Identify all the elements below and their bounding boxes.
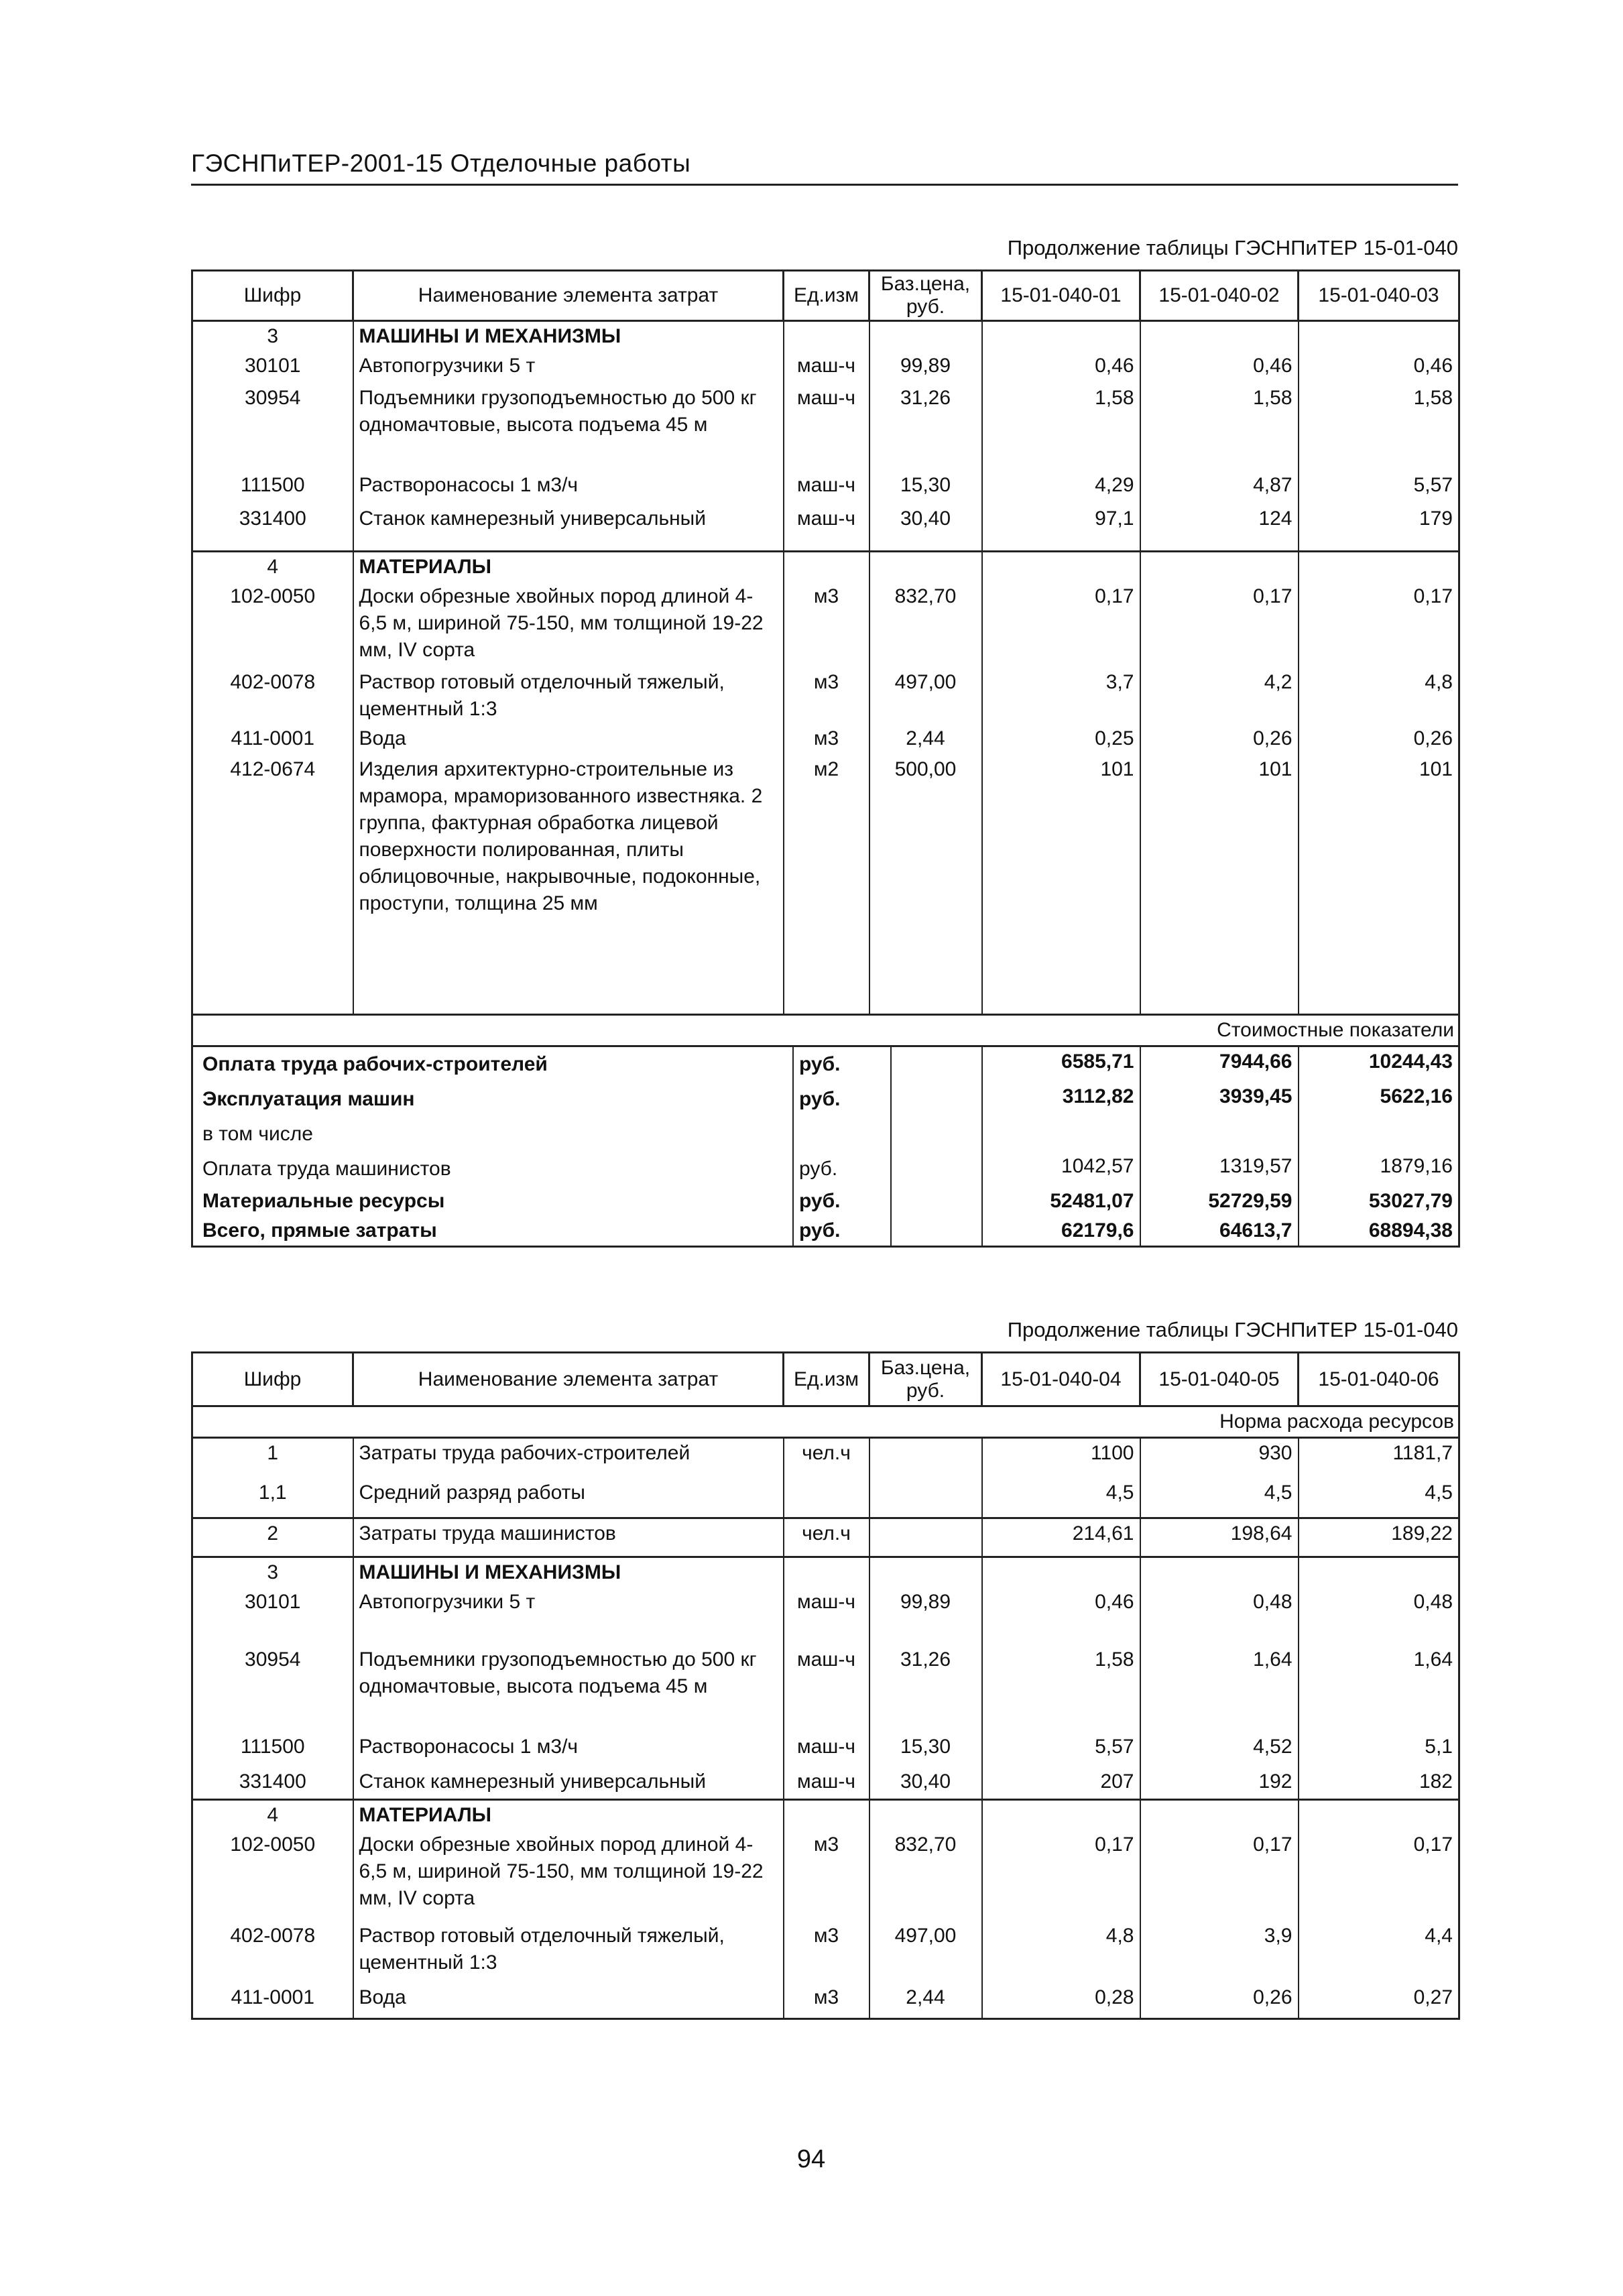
table-row xyxy=(192,1438,1459,1478)
cell-name: Подъемники грузоподъемностью до 500 кг одномачтовые, высота подъема 45 м xyxy=(353,1645,784,1732)
cell-unit: маш-ч xyxy=(784,1587,869,1645)
cell-v2: 192 xyxy=(1140,1767,1299,1799)
table-row xyxy=(192,1830,1459,1921)
table-row xyxy=(192,321,1459,352)
cell-v2: 4,52 xyxy=(1140,1732,1299,1767)
col-header-code: Шифр xyxy=(192,271,353,321)
cell-v2: 0,26 xyxy=(1140,1983,1299,2019)
cell-v1: 97,1 xyxy=(982,504,1140,551)
cell-v1 xyxy=(982,1799,1140,1830)
table-row xyxy=(192,1518,1459,1557)
table2 xyxy=(191,1351,1460,2020)
col-header-code: Шифр xyxy=(192,1353,353,1406)
cell-v3: 53027,79 xyxy=(1299,1187,1459,1216)
cell-unit: м3 xyxy=(784,582,869,668)
cell-name: Оплата труда рабочих-строителей xyxy=(202,1053,548,1075)
cell-v3: 4,8 xyxy=(1299,668,1459,724)
cell-name: Раствор готовый отделочный тяжелый, цементный 1:3 xyxy=(353,1921,784,1983)
cell-unit: руб. xyxy=(792,1216,890,1246)
cell-name: Изделия архитектурно-строительные из мрамора, мраморизованного известняка. 2 группа, фактурная обработка лицевой поверхности полированная, плиты облицовочные, накрывочные, подоконные, проступи, толщина 25 мм xyxy=(353,755,784,1015)
cell-v3: 5,57 xyxy=(1299,471,1459,504)
table1-caption: Продолжение таблицы ГЭСНПиТЕР 15-01-040 xyxy=(1007,236,1458,259)
cell-unit: м2 xyxy=(784,755,869,1015)
cell-v1: 1,58 xyxy=(982,1645,1140,1732)
cell-v2 xyxy=(1140,1117,1299,1152)
cell-v2: 1319,57 xyxy=(1140,1152,1299,1187)
cell-v3 xyxy=(1299,321,1459,352)
cell-name: МАТЕРИАЛЫ xyxy=(353,551,784,582)
cell-v2 xyxy=(1140,1557,1299,1588)
cell-unit: м3 xyxy=(784,724,869,755)
cell-unit: руб. xyxy=(792,1047,890,1082)
cell-name: Подъемники грузоподъемностью до 500 кг одномачтовые, высота подъема 45 м xyxy=(353,383,784,471)
cell-price: 497,00 xyxy=(869,1921,982,1983)
cell-name: Станок камнерезный универсальный xyxy=(353,1767,784,1799)
col-header-5: 15-01-040-05 xyxy=(1140,1353,1299,1406)
table-row xyxy=(192,724,1459,755)
cell-price: 15,30 xyxy=(869,1732,982,1767)
cell-v1: 4,5 xyxy=(982,1478,1140,1518)
cell-price: 31,26 xyxy=(869,1645,982,1732)
table-row xyxy=(192,383,1459,471)
cell-v1: 3112,82 xyxy=(982,1082,1140,1117)
cell-v3: 5,1 xyxy=(1299,1732,1459,1767)
cell-v3 xyxy=(1299,1557,1459,1588)
table-row xyxy=(192,1557,1459,1588)
cost-indicators-band xyxy=(192,1015,1459,1046)
cell-price: 500,00 xyxy=(869,755,982,1015)
cell-name: Вода xyxy=(353,724,784,755)
cell-unit xyxy=(784,321,869,352)
cell-v3: 1879,16 xyxy=(1299,1152,1459,1187)
cell-v3: 1181,7 xyxy=(1299,1438,1459,1478)
cell-v1: 52481,07 xyxy=(982,1187,1140,1216)
cell-band_label: Стоимостные показатели xyxy=(192,1015,1459,1046)
page-number: 94 xyxy=(796,2145,826,2173)
table-row xyxy=(192,1645,1459,1732)
cell-v2: 52729,59 xyxy=(1140,1187,1299,1216)
cell-v2: 0,46 xyxy=(1140,351,1299,383)
cell-name: Раствор готовый отделочный тяжелый, цементный 1:3 xyxy=(353,668,784,724)
table-row xyxy=(192,1921,1459,1983)
cell-unit: маш-ч xyxy=(784,504,869,551)
cell-v1: 0,46 xyxy=(982,1587,1140,1645)
summary-row xyxy=(192,1152,1459,1187)
cell-code: 102-0050 xyxy=(192,582,353,668)
table-row xyxy=(192,582,1459,668)
cell-v1: 0,46 xyxy=(982,351,1140,383)
cell-code: 111500 xyxy=(192,1732,353,1767)
cell-price: 497,00 xyxy=(869,668,982,724)
table-row xyxy=(192,1799,1459,1830)
cell-v3: 182 xyxy=(1299,1767,1459,1799)
cell-price xyxy=(869,551,982,582)
cell-v3: 179 xyxy=(1299,504,1459,551)
cell-v1: 207 xyxy=(982,1767,1140,1799)
cell-name: Затраты труда рабочих-строителей xyxy=(353,1438,784,1478)
cell-unit: руб. xyxy=(792,1152,890,1187)
cell-price xyxy=(869,1799,982,1830)
cell-code: 331400 xyxy=(192,504,353,551)
cell-v2: 1,58 xyxy=(1140,383,1299,471)
cell-name: Материальные ресурсы xyxy=(202,1190,445,1212)
cell-v2: 0,17 xyxy=(1140,582,1299,668)
cell-code: 3 xyxy=(192,1557,353,1588)
cell-price: 30,40 xyxy=(869,1767,982,1799)
cell-price: 30,40 xyxy=(869,504,982,551)
cell-v1: 1100 xyxy=(982,1438,1140,1478)
col-header-2: 15-01-040-02 xyxy=(1140,271,1299,321)
cell-v2 xyxy=(1140,321,1299,352)
table-row xyxy=(192,668,1459,724)
cell-v3: 0,27 xyxy=(1299,1983,1459,2019)
resource-norms-band xyxy=(192,1406,1459,1438)
cell-code: 2 xyxy=(192,1518,353,1557)
table-row xyxy=(192,351,1459,383)
cell-v1: 1042,57 xyxy=(982,1152,1140,1187)
cell-unit: м3 xyxy=(784,1983,869,2019)
cell-v3: 5622,16 xyxy=(1299,1082,1459,1117)
cell-v1: 0,28 xyxy=(982,1983,1140,2019)
cell-unit xyxy=(792,1117,890,1152)
cell-unit: маш-ч xyxy=(784,1767,869,1799)
cell-v1: 0,17 xyxy=(982,582,1140,668)
cell-unit: м3 xyxy=(784,1921,869,1983)
cell-name: МАШИНЫ И МЕХАНИЗМЫ xyxy=(353,1557,784,1588)
cell-name: Растворонасосы 1 м3/ч xyxy=(353,1732,784,1767)
cell-name: Вода xyxy=(353,1983,784,2019)
cell-code: 30101 xyxy=(192,351,353,383)
cell-price: 15,30 xyxy=(869,471,982,504)
cell-code: 412-0674 xyxy=(192,755,353,1015)
cell-code: 411-0001 xyxy=(192,724,353,755)
page-header: ГЭСНПиТЕР-2001-15 Отделочные работы xyxy=(191,149,1458,186)
cell-v3: 0,26 xyxy=(1299,724,1459,755)
cell-v2: 930 xyxy=(1140,1438,1299,1478)
cell-name: МАШИНЫ И МЕХАНИЗМЫ xyxy=(353,321,784,352)
cell-v3: 4,4 xyxy=(1299,1921,1459,1983)
cell-v2: 0,17 xyxy=(1140,1830,1299,1921)
cell-code: 3 xyxy=(192,321,353,352)
cell-price: 2,44 xyxy=(869,1983,982,2019)
cell-unit: руб. xyxy=(792,1082,890,1117)
cell-code: 1,1 xyxy=(192,1478,353,1518)
cell-v2: 1,64 xyxy=(1140,1645,1299,1732)
cell-unit xyxy=(784,1478,869,1518)
cell-code: 111500 xyxy=(192,471,353,504)
cell-code: 4 xyxy=(192,551,353,582)
cell-price: 99,89 xyxy=(869,1587,982,1645)
cell-v3 xyxy=(1299,551,1459,582)
summary-row xyxy=(192,1046,1459,1083)
cell-unit xyxy=(784,1557,869,1588)
cell-v2: 198,64 xyxy=(1140,1518,1299,1557)
summary-row xyxy=(192,1187,1459,1216)
cell-v2: 3,9 xyxy=(1140,1921,1299,1983)
summary-row xyxy=(192,1117,1459,1152)
table-row xyxy=(192,1732,1459,1767)
cell-v1 xyxy=(982,1117,1140,1152)
cell-v3: 0,17 xyxy=(1299,1830,1459,1921)
cell-code: 402-0078 xyxy=(192,1921,353,1983)
table-row xyxy=(192,1478,1459,1518)
cell-v1: 4,29 xyxy=(982,471,1140,504)
col-header-unit: Ед.изм xyxy=(784,1353,869,1406)
col-header-unit: Ед.изм xyxy=(784,271,869,321)
cell-v3: 1,58 xyxy=(1299,383,1459,471)
table-row xyxy=(192,755,1459,1015)
cell-v1: 0,25 xyxy=(982,724,1140,755)
cell-v2: 0,48 xyxy=(1140,1587,1299,1645)
cell-v1: 0,17 xyxy=(982,1830,1140,1921)
cell-v2: 64613,7 xyxy=(1140,1216,1299,1247)
cell-code: 402-0078 xyxy=(192,668,353,724)
cell-v2: 7944,66 xyxy=(1140,1046,1299,1083)
table-row xyxy=(192,1983,1459,2019)
cell-name: Затраты труда машинистов xyxy=(353,1518,784,1557)
cell-unit: маш-ч xyxy=(784,471,869,504)
cell-v3: 101 xyxy=(1299,755,1459,1015)
cell-v2: 4,5 xyxy=(1140,1478,1299,1518)
cell-name: Средний разряд работы xyxy=(353,1478,784,1518)
cell-name: Автопогрузчики 5 т xyxy=(353,1587,784,1645)
summary-row xyxy=(192,1082,1459,1117)
cell-v1: 6585,71 xyxy=(982,1046,1140,1083)
cell-v3 xyxy=(1299,1799,1459,1830)
cell-unit: маш-ч xyxy=(784,383,869,471)
cell-code: 331400 xyxy=(192,1767,353,1799)
cell-price: 2,44 xyxy=(869,724,982,755)
cell-v3: 0,46 xyxy=(1299,351,1459,383)
cell-code: 411-0001 xyxy=(192,1983,353,2019)
cell-code: 30101 xyxy=(192,1587,353,1645)
cell-price xyxy=(869,1478,982,1518)
col-header-name: Наименование элемента затрат xyxy=(353,1353,784,1406)
table2-header-row xyxy=(192,1353,1459,1406)
cell-v1: 62179,6 xyxy=(982,1216,1140,1247)
table2-caption: Продолжение таблицы ГЭСНПиТЕР 15-01-040 xyxy=(1007,1318,1458,1341)
cell-v2 xyxy=(1140,1799,1299,1830)
cell-unit: маш-ч xyxy=(784,351,869,383)
cell-v3: 10244,43 xyxy=(1299,1046,1459,1083)
cell-code: 4 xyxy=(192,1799,353,1830)
cell-price xyxy=(869,1518,982,1557)
col-header-6: 15-01-040-06 xyxy=(1299,1353,1459,1406)
cell-unit: чел.ч xyxy=(784,1438,869,1478)
col-header-name: Наименование элемента затрат xyxy=(353,271,784,321)
cell-v3 xyxy=(1299,1117,1459,1152)
cell-v3: 4,5 xyxy=(1299,1478,1459,1518)
summary-row xyxy=(192,1216,1459,1247)
cell-v3: 189,22 xyxy=(1299,1518,1459,1557)
cell-name: Станок камнерезный универсальный xyxy=(353,504,784,551)
cell-price xyxy=(869,1557,982,1588)
cell-v3: 68894,38 xyxy=(1299,1216,1459,1247)
table-row xyxy=(192,504,1459,551)
col-header-1: 15-01-040-01 xyxy=(982,271,1140,321)
cell-v1: 214,61 xyxy=(982,1518,1140,1557)
cell-v2: 101 xyxy=(1140,755,1299,1015)
cell-unit: маш-ч xyxy=(784,1645,869,1732)
cell-v2: 124 xyxy=(1140,504,1299,551)
table-row xyxy=(192,1767,1459,1799)
col-header-price: Баз.цена, руб. xyxy=(869,1353,982,1406)
cell-v1 xyxy=(982,321,1140,352)
cell-v3: 0,48 xyxy=(1299,1587,1459,1645)
cell-price: 832,70 xyxy=(869,1830,982,1921)
cell-name: в том числе xyxy=(202,1123,313,1145)
cell-unit: м3 xyxy=(784,1830,869,1921)
cell-v2 xyxy=(1140,551,1299,582)
table-row xyxy=(192,551,1459,582)
cell-v1: 1,58 xyxy=(982,383,1140,471)
cell-v1 xyxy=(982,551,1140,582)
cell-name: Эксплуатация машин xyxy=(202,1088,415,1110)
table-row xyxy=(192,1587,1459,1645)
cell-code: 30954 xyxy=(192,383,353,471)
cell-code: 102-0050 xyxy=(192,1830,353,1921)
cell-price: 99,89 xyxy=(869,351,982,383)
cell-code: 1 xyxy=(192,1438,353,1478)
cell-name: Доски обрезные хвойных пород длиной 4-6,5 м, шириной 75-150, мм толщиной 19-22 мм, IV сорта xyxy=(353,582,784,668)
cell-v1: 4,8 xyxy=(982,1921,1140,1983)
cell-v3: 1,64 xyxy=(1299,1645,1459,1732)
cell-code: 30954 xyxy=(192,1645,353,1732)
cell-v1: 101 xyxy=(982,755,1140,1015)
cell-unit: м3 xyxy=(784,668,869,724)
table-row xyxy=(192,471,1459,504)
cell-band_label: Норма расхода ресурсов xyxy=(192,1406,1459,1438)
cell-v1: 5,57 xyxy=(982,1732,1140,1767)
table1-header-row xyxy=(192,271,1459,321)
cell-v2: 4,2 xyxy=(1140,668,1299,724)
col-header-price: Баз.цена, руб. xyxy=(869,271,982,321)
cell-v2: 4,87 xyxy=(1140,471,1299,504)
cell-name: Растворонасосы 1 м3/ч xyxy=(353,471,784,504)
col-header-4: 15-01-040-04 xyxy=(982,1353,1140,1406)
cell-unit: чел.ч xyxy=(784,1518,869,1557)
cell-unit: руб. xyxy=(792,1187,890,1216)
cell-price xyxy=(869,1438,982,1478)
cell-v1: 3,7 xyxy=(982,668,1140,724)
cell-v2: 0,26 xyxy=(1140,724,1299,755)
cell-unit: маш-ч xyxy=(784,1732,869,1767)
cell-price xyxy=(869,321,982,352)
cell-name: МАТЕРИАЛЫ xyxy=(353,1799,784,1830)
cell-v2: 3939,45 xyxy=(1140,1082,1299,1117)
table1 xyxy=(191,269,1460,1248)
cell-name: Доски обрезные хвойных пород длиной 4-6,5 м, шириной 75-150, мм толщиной 19-22 мм, IV сорта xyxy=(353,1830,784,1921)
cell-name: Всего, прямые затраты xyxy=(202,1219,437,1242)
cell-unit xyxy=(784,1799,869,1830)
cell-price: 31,26 xyxy=(869,383,982,471)
cell-name: Автопогрузчики 5 т xyxy=(353,351,784,383)
cell-v3: 0,17 xyxy=(1299,582,1459,668)
col-header-3: 15-01-040-03 xyxy=(1299,271,1459,321)
cell-unit xyxy=(784,551,869,582)
cell-price: 832,70 xyxy=(869,582,982,668)
cell-name: Оплата труда машинистов xyxy=(202,1158,451,1180)
cell-v1 xyxy=(982,1557,1140,1588)
